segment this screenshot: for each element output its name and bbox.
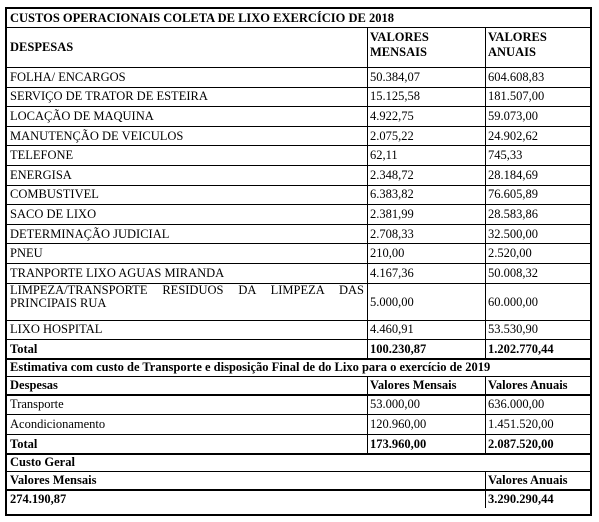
table-row-mensal: 6.383,82: [370, 187, 414, 202]
table-row-label: LIMPEZA/TRANSPORTE RESIDUOS DA LIMPEZA DAS PRINCIPAIS RUA: [10, 282, 364, 310]
table-row-anual: 76.605,89: [488, 187, 538, 202]
total-anual: 1.202.770,44: [488, 341, 554, 356]
custo-geral-anuais-label: Valores Anuais: [488, 473, 568, 488]
table-row-mensal: 4.167,36: [370, 265, 414, 280]
table-row-mensal: 4.460,91: [370, 322, 414, 337]
table2-header-despesas: Despesas: [10, 378, 58, 393]
table-row-anual: 28.184,69: [488, 167, 538, 182]
table2-row-label: Acondicionamento: [10, 417, 106, 432]
table-row-label: COMBUSTIVEL: [10, 187, 99, 202]
custo-geral-title: Custo Geral: [10, 455, 75, 470]
table-row-label: SERVIÇO DE TRATOR DE ESTEIRA: [10, 89, 208, 104]
table-row-label: MANUTENÇÃO DE VEICULOS: [10, 128, 184, 143]
table2-row-label: Transporte: [10, 397, 64, 412]
column-divider: [367, 27, 368, 358]
table-row-mensal: 4.922,75: [370, 108, 414, 123]
table2-row-anual: 1.451.520,00: [488, 417, 554, 432]
table-row-mensal: 62,11: [370, 148, 398, 163]
custo-geral-mensais-label: Valores Mensais: [10, 473, 97, 488]
table-row-anual: 59.073,00: [488, 108, 538, 123]
header-anuais-line1: VALORES: [488, 30, 547, 44]
table2-total-mensal: 173.960,00: [370, 436, 427, 451]
header-despesas: DESPESAS: [10, 40, 74, 54]
table-row-label: TELEFONE: [10, 148, 74, 163]
table-row-label: DETERMINAÇÃO JUDICIAL: [10, 226, 170, 241]
table2-row-anual: 636.000,00: [488, 397, 545, 412]
table-row-label: LIXO HOSPITAL: [10, 322, 103, 337]
table2-row-mensal: 53.000,00: [370, 397, 420, 412]
table-row-anual: 32.500,00: [488, 226, 538, 241]
table-row-anual: 53.530,90: [488, 322, 538, 337]
table-row-label: FOLHA/ ENCARGOS: [10, 69, 126, 84]
header-mensais-line2: MENSAIS: [370, 45, 427, 59]
custo-geral-mensal: 274.190,87: [10, 491, 67, 506]
table-row-label: ENERGISA: [10, 167, 72, 182]
header-mensais-line1: VALORES: [370, 30, 429, 44]
table-row-label: PNEU: [10, 246, 43, 261]
table-row-anual: 28.583,86: [488, 206, 538, 221]
table-row-mensal: 2.348,72: [370, 167, 414, 182]
total-mensal: 100.230,87: [370, 341, 427, 356]
table2-header-mensais: Valores Mensais: [370, 378, 457, 393]
table-row-label: LOCAÇÃO DE MAQUINA: [10, 108, 154, 123]
table-row-label: SACO DE LIXO: [10, 206, 97, 221]
column-divider: [485, 27, 486, 358]
table-row-mensal: 50.384,07: [370, 69, 420, 84]
table-row-label: TRANPORTE LIXO AGUAS MIRANDA: [10, 265, 225, 280]
table-row-mensal: 210,00: [370, 246, 405, 261]
column-divider: [485, 376, 486, 453]
table-row-anual: 181.507,00: [488, 89, 545, 104]
table-row-anual: 745,33: [488, 148, 523, 163]
table1-title: CUSTOS OPERACIONAIS COLETA DE LIXO EXERCÍCIO DE 2018: [10, 11, 394, 25]
total-label: Total: [10, 341, 38, 356]
table-row-mensal: 2.075,22: [370, 128, 414, 143]
column-divider: [367, 376, 368, 453]
custo-geral-anual: 3.290.290,44: [488, 491, 554, 506]
table2-total-anual: 2.087.520,00: [488, 436, 554, 451]
table2-row-mensal: 120.960,00: [370, 417, 427, 432]
cost-table: [5, 7, 592, 516]
table-row-anual: 2.520,00: [488, 246, 532, 261]
table2-total-label: Total: [10, 436, 38, 451]
table-row-mensal: 2.708,33: [370, 226, 414, 241]
table-row-anual: 24.902,62: [488, 128, 538, 143]
table-row-anual: 60.000,00: [488, 294, 538, 309]
table2-header-anuais: Valores Anuais: [488, 378, 568, 393]
table-row-mensal: 5.000,00: [370, 294, 414, 309]
column-divider: [485, 471, 486, 508]
table2-title: Estimativa com custo de Transporte e disposição Final de do Lixo para o exercício de 2019: [10, 360, 491, 375]
table-row-mensal: 15.125,58: [370, 89, 420, 104]
table-row-anual: 604.608,83: [488, 69, 545, 84]
table-row-anual: 50.008,32: [488, 265, 538, 280]
header-anuais-line2: ANUAIS: [488, 45, 536, 59]
table-row-mensal: 2.381,99: [370, 206, 414, 221]
